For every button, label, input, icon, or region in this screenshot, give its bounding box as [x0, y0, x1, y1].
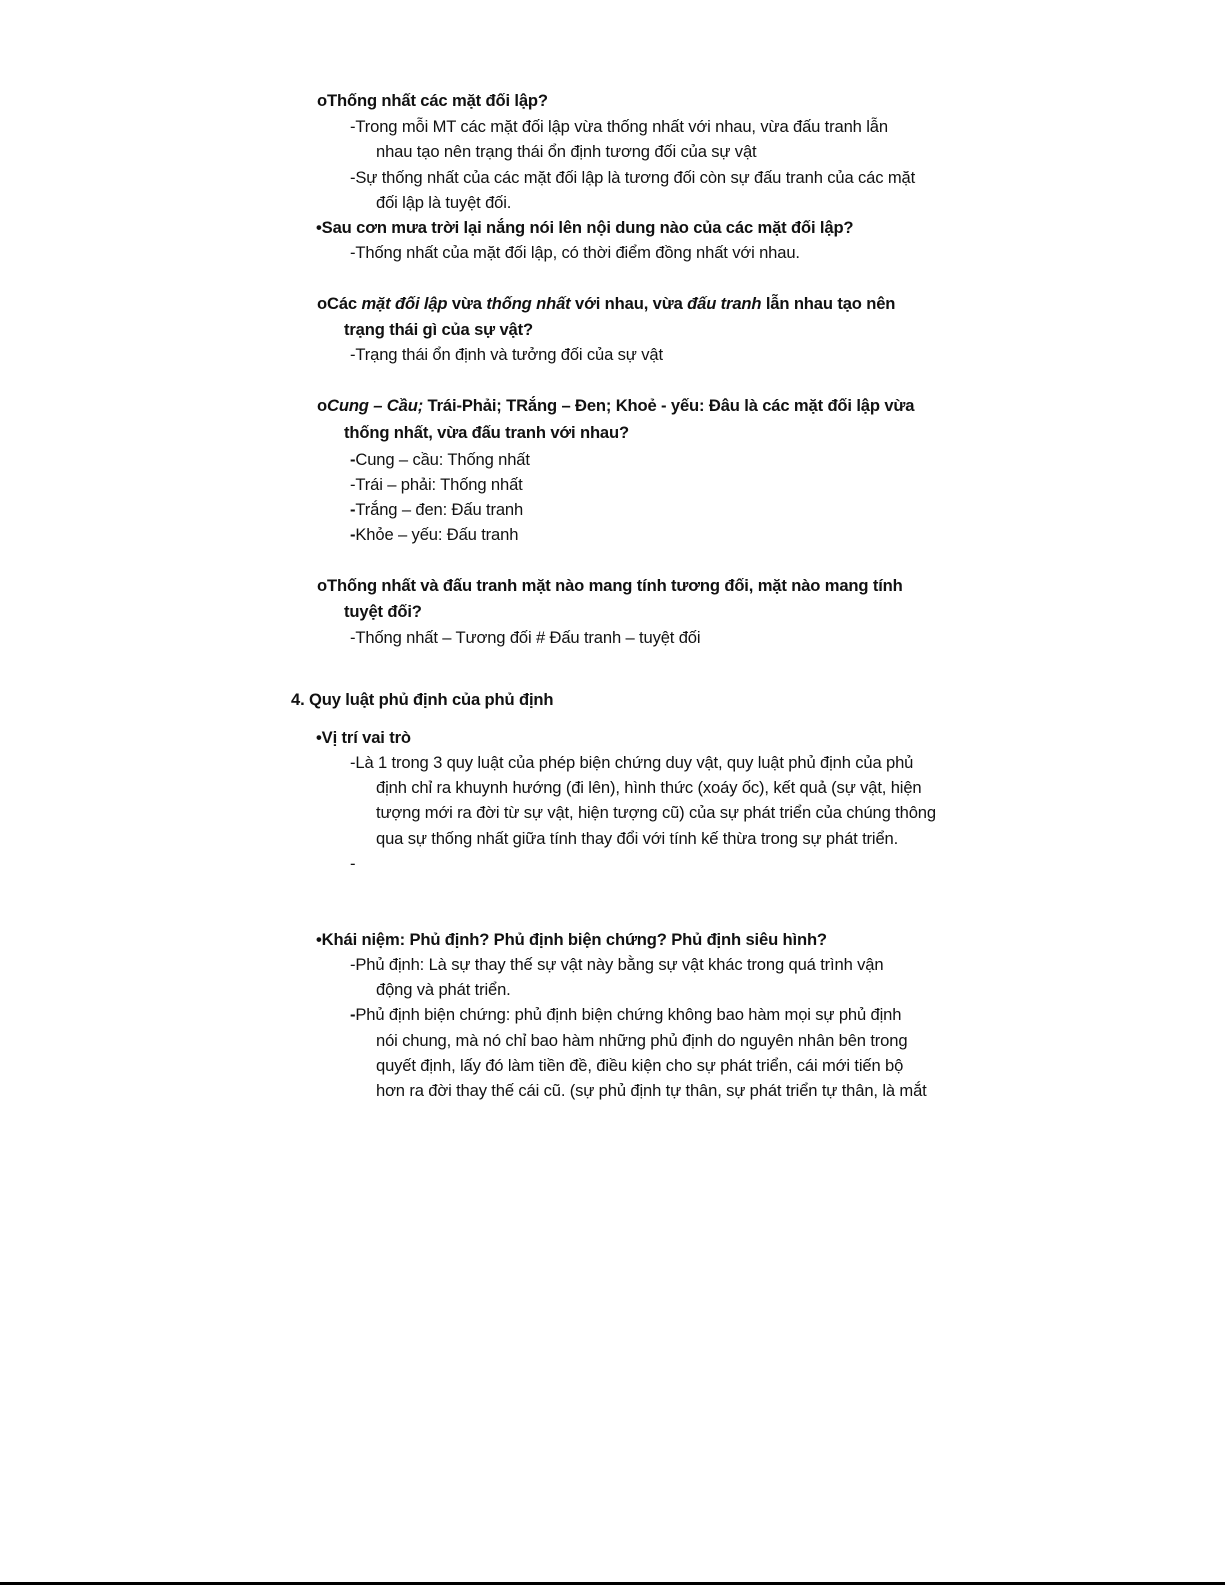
question-text: Các	[327, 294, 362, 313]
list-item-text: Trái – phải: Thống nhất	[355, 475, 523, 494]
answer-line: -Thống nhất – Tương đối # Đấu tranh – tuyệt đối	[350, 628, 701, 647]
answer-line: nhau tạo nên trạng thái ổn định tương đối của sự vật	[376, 142, 757, 161]
subsection-heading	[316, 929, 827, 951]
answer-line: -Sự thống nhất của các mặt đối lập là tương đối còn sự đấu tranh của các mặt	[350, 168, 916, 187]
empty-list-item: -	[350, 854, 356, 873]
paragraph-line: động và phát triển.	[376, 980, 511, 999]
bullet-circle: o	[317, 396, 327, 415]
emphasis-text: đấu tranh	[687, 294, 762, 313]
question-heading	[317, 575, 903, 597]
list-item-text: Cung – cầu: Thống nhất	[355, 450, 530, 469]
question-heading-continued: trạng thái gì của sự vật?	[344, 320, 533, 339]
emphasis-text: mặt đối lập	[361, 294, 448, 313]
question-text: Sau cơn mưa trời lại nắng nói lên nội dung nào của các mặt đối lập?	[321, 218, 854, 237]
paragraph-line: hơn ra đời thay thế cái cũ. (sự phủ định tự thân, sự phát triển tự thân, là mắt	[376, 1081, 927, 1100]
answer-line: -Trạng thái ổn định và tưởng đối của sự vật	[350, 345, 663, 364]
question-text: với nhau, vừa	[570, 294, 688, 313]
subsection-title: Vị trí vai trò	[321, 728, 411, 747]
bullet-circle: o	[317, 576, 327, 595]
question-heading	[317, 293, 895, 315]
emphasis-text: thống nhất	[486, 294, 571, 313]
question-text: Thống nhất các mặt đối lập?	[327, 91, 548, 110]
paragraph-line: quyết định, lấy đó làm tiền đề, điều kiện cho sự phát triển, cái mới tiến bộ	[376, 1056, 904, 1075]
paragraph-line: qua sự thống nhất giữa tính thay đổi với tính kế thừa trong sự phát triển.	[376, 829, 899, 848]
list-item	[350, 449, 530, 471]
question-heading-continued: thống nhất, vừa đấu tranh với nhau?	[344, 423, 629, 442]
dash-marker: -	[350, 475, 356, 494]
dash-marker: -	[350, 1005, 356, 1024]
question-text: vừa	[447, 294, 487, 313]
question-text: Trái-Phải; TRắng – Đen; Khoẻ - yếu: Đâu là các mặt đối lập vừa	[423, 396, 915, 415]
question-heading	[316, 217, 853, 239]
emphasis-text: Cung – Cầu;	[327, 396, 424, 415]
question-text: lẫn nhau tạo nên	[761, 294, 896, 313]
question-heading	[317, 395, 914, 417]
bullet-circle: o	[317, 91, 327, 110]
dash-marker: -	[350, 450, 356, 469]
paragraph-line: tượng mới ra đời từ sự vật, hiện tượng cũ) của sự phát triển của chúng thông	[376, 803, 936, 822]
dash-marker: -	[350, 500, 356, 519]
paragraph-line	[350, 1004, 901, 1026]
paragraph-line: -Là 1 trong 3 quy luật của phép biện chứng duy vật, quy luật phủ định của phủ	[350, 753, 914, 772]
question-text: Thống nhất và đấu tranh mặt nào mang tính tương đối, mặt nào mang tính	[327, 576, 903, 595]
paragraph-text: Phủ định biện chứng: phủ định biện chứng không bao hàm mọi sự phủ định	[355, 1005, 902, 1024]
paragraph-line: nói chung, mà nó chỉ bao hàm những phủ định do nguyên nhân bên trong	[376, 1031, 908, 1050]
bullet-dot: •	[316, 930, 322, 949]
answer-line: đối lập là tuyệt đối.	[376, 193, 512, 212]
answer-line: -Trong mỗi MT các mặt đối lập vừa thống nhất với nhau, vừa đấu tranh lẫn	[350, 117, 888, 136]
section-heading: 4. Quy luật phủ định của phủ định	[291, 690, 554, 709]
question-heading-continued: tuyệt đối?	[344, 602, 422, 621]
list-item	[350, 524, 518, 546]
subsection-title: Khái niệm: Phủ định? Phủ định biện chứng? Phủ định siêu hình?	[321, 930, 827, 949]
dash-marker: -	[350, 525, 356, 544]
question-heading	[317, 90, 548, 112]
bullet-circle: o	[317, 294, 327, 313]
list-item-text: Khỏe – yếu: Đấu tranh	[355, 525, 519, 544]
answer-line: -Thống nhất của mặt đối lập, có thời điểm đồng nhất với nhau.	[350, 243, 800, 262]
list-item-text: Trắng – đen: Đấu tranh	[355, 500, 524, 519]
list-item	[350, 474, 523, 496]
list-item	[350, 499, 523, 521]
bullet-dot: •	[316, 728, 322, 747]
subsection-heading	[316, 727, 411, 749]
paragraph-line: định chỉ ra khuynh hướng (đi lên), hình thức (xoáy ốc), kết quả (sự vật, hiện	[376, 778, 922, 797]
bullet-dot: •	[316, 218, 322, 237]
paragraph-line: -Phủ định: Là sự thay thế sự vật này bằng sự vật khác trong quá trình vận	[350, 955, 884, 974]
